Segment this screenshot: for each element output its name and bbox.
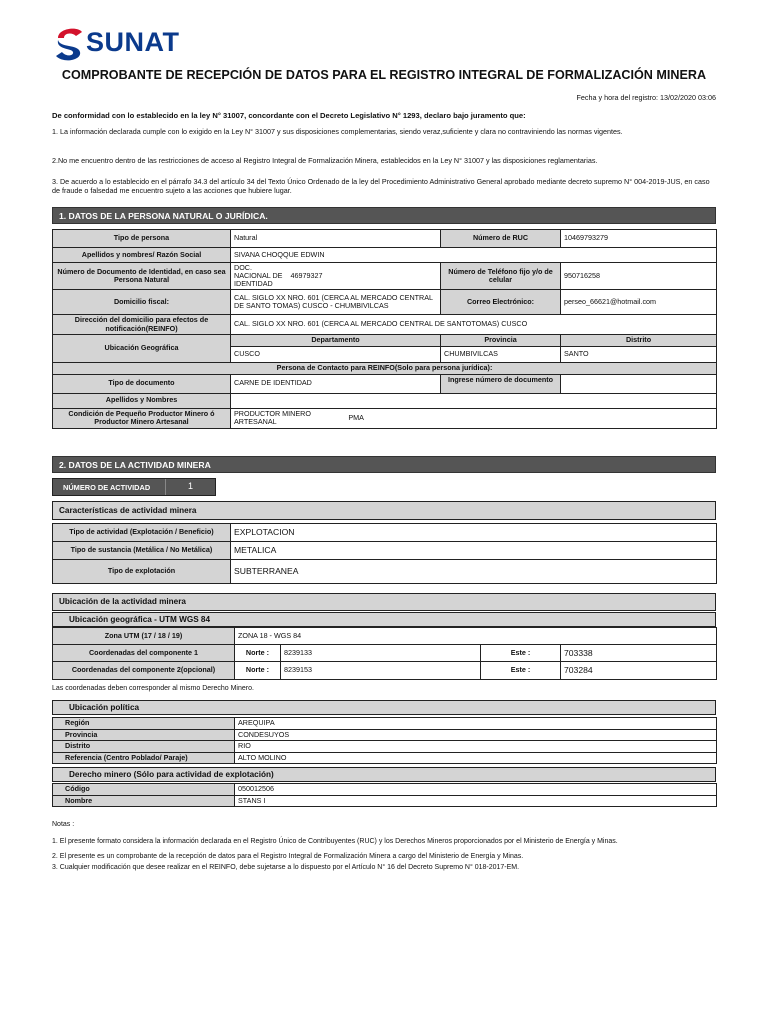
numero-actividad-label: NÚMERO DE ACTIVIDAD [53, 479, 165, 495]
ubicacion-politica-table [52, 717, 717, 764]
nombres-value: SIVANA CHOQQUE EDWIN [231, 248, 717, 263]
codigo-value: 050012506 [235, 784, 717, 796]
correo-label: Correo Electrónico: [441, 290, 561, 315]
notificacion-value: CAL. SIGLO XX NRO. 601 (CERCA AL MERCADO CENTRAL DE SANTOTOMAS) CUSCO [231, 315, 717, 335]
nombre-label: Nombre [53, 795, 235, 807]
documento-value [231, 263, 441, 290]
componente-2-este-value: 703284 [561, 662, 717, 680]
componente-2-norte-label: Norte : [235, 662, 281, 680]
tipo-documento-value: CARNE DE IDENTIDAD [231, 374, 441, 393]
telefono-label: Número de Teléfono fijo y/o de celular [441, 263, 561, 290]
tipo-actividad-value: EXPLOTACION [231, 524, 717, 542]
tipo-explotacion-label: Tipo de explotación [53, 560, 231, 584]
correo-value: perseo_66621@hotmail.com [561, 290, 717, 315]
componente-2-norte-value: 8239153 [281, 662, 481, 680]
departamento-value: CUSCO [231, 347, 441, 363]
provincia-politica-value: CONDESUYOS [235, 729, 717, 741]
nota-1: 1. El presente formato considera la información declarada en el Registro Único de Contribuyentes (RUC) y los Derechos Mineros proporcionados por el Ministerio de Energía y Minas. [52, 838, 618, 845]
componente-1-este-label: Este : [481, 645, 561, 662]
distrito-politica-label: Distrito [53, 741, 235, 753]
condicion-line-1: PRODUCTOR MINERO [234, 409, 311, 418]
ruc-value: 10469793279 [561, 230, 717, 248]
referencia-value: ALTO MOLINO [235, 752, 717, 764]
distrito-politica-value: RIO [235, 741, 717, 753]
utm-table [52, 627, 717, 680]
domicilio-label: Domicilio fiscal: [53, 290, 231, 315]
declaration-p1: 1. La información declarada cumple con lo exigido en la Ley N° 31007 y sus disposiciones complementarias, siendo veraz,suficiente y clara no contraviniendo las normas vigentes. [52, 127, 623, 136]
page-title: COMPROBANTE DE RECEPCIÓN DE DATOS PARA EL REGISTRO INTEGRAL DE FORMALIZACIÓN MINERA [61, 68, 707, 82]
sunat-emblem-icon [52, 24, 86, 64]
componente-1-norte-label: Norte : [235, 645, 281, 662]
documento-label: Número de Documento de Identidad, en caso sea Persona Natural [53, 263, 231, 290]
tipo-persona-label: Tipo de persona [53, 230, 231, 248]
logo-text: SUNAT [86, 27, 180, 57]
section-2-title: 2. DATOS DE LA ACTIVIDAD MINERA [52, 456, 716, 473]
zona-utm-value: ZONA 18 - WGS 84 [235, 628, 717, 645]
section-1-title: 1. DATOS DE LA PERSONA NATURAL O JURÍDICA. [52, 207, 716, 224]
ubicacion-actividad-title: Ubicación de la actividad minera [52, 593, 716, 611]
doc-type-line-1: DOC. [234, 263, 252, 272]
tipo-sustancia-label: Tipo de sustancia (Metálica / No Metálica) [53, 542, 231, 560]
region-label: Región [53, 718, 235, 730]
persona-table [52, 229, 717, 429]
doc-type-line-2: NACIONAL DE [234, 271, 283, 280]
numero-actividad-value: 1 [165, 479, 215, 495]
declaration-p2: 2.No me encuentro dentro de las restricciones de acceso al Registro Integral de Formalización Minera, establecidos en la Ley N° 31007 y las disposiciones reglamentarias. [52, 156, 598, 165]
doc-type-line-3: IDENTIDAD [234, 279, 273, 288]
tipo-documento-label: Tipo de documento [53, 374, 231, 393]
declaration-intro: De conformidad con lo establecido en la ley N° 31007, concordante con el Decreto Legislativo N° 1293, declaro bajo juramento que: [52, 111, 526, 120]
componente-2-este-label: Este : [481, 662, 561, 680]
componente-2-label: Coordenadas del componente 2(opcional) [53, 662, 235, 680]
telefono-value: 950716258 [561, 263, 717, 290]
doc-number: 46979327 [290, 271, 323, 280]
contacto-nombres-value [231, 393, 717, 408]
utm-title: Ubicación geográfica - UTM WGS 84 [52, 612, 716, 627]
numero-actividad [52, 478, 216, 496]
registration-datetime: Fecha y hora del registro: 13/02/2020 03:06 [576, 93, 716, 102]
provincia-politica-label: Provincia [53, 729, 235, 741]
provincia-label: Provincia [441, 335, 561, 347]
componente-1-este-value: 703338 [561, 645, 717, 662]
ubicacion-geografica-label: Ubicación Geográfica [53, 335, 231, 363]
nota-3: 3. Cualquier modificación que desee realizar en el REINFO, debe sujetarse a lo dispuesto por el Artículo N° 16 del Decreto Supremo N° 018-2017-EM. [52, 864, 520, 871]
ingrese-documento-value [561, 374, 717, 393]
derecho-minero-table [52, 783, 717, 807]
distrito-label: Distrito [561, 335, 717, 347]
notas-title: Notas : [52, 821, 75, 828]
declaration-p3: 3. De acuerdo a lo establecido en el párrafo 34.3 del artículo 34 del Texto Único Ordenado de la ley del Procedimiento Administrativo General aprobado mediante decreto supremo N° 004-2019-JUS, en caso de fraude o falsedad me encuentro sujeto a las acciones que hubiere lugar. [52, 177, 710, 195]
domicilio-value: CAL. SIGLO XX NRO. 601 (CERCA AL MERCADO CENTRAL DE SANTO TOMAS) CUSCO - CHUMBIVILCAS [231, 290, 441, 315]
referencia-label: Referencia (Centro Poblado/ Paraje) [53, 752, 235, 764]
codigo-label: Código [53, 784, 235, 796]
tipo-sustancia-value: METALICA [231, 542, 717, 560]
componente-1-label: Coordenadas del componente 1 [53, 645, 235, 662]
coordenadas-note: Las coordenadas deben corresponder al mismo Derecho Minero. [52, 685, 254, 692]
condicion-value [231, 408, 717, 428]
provincia-value: CHUMBIVILCAS [441, 347, 561, 363]
componente-1-norte-value: 8239133 [281, 645, 481, 662]
departamento-label: Departamento [231, 335, 441, 347]
condicion-label: Condición de Pequeño Productor Minero ó Productor Minero Artesanal [53, 408, 231, 428]
zona-utm-label: Zona UTM (17 / 18 / 19) [53, 628, 235, 645]
tipo-actividad-label: Tipo de actividad (Explotación / Beneficio) [53, 524, 231, 542]
nombre-value: STANS I [235, 795, 717, 807]
contacto-nombres-label: Apellidos y Nombres [53, 393, 231, 408]
nota-2: 2. El presente es un comprobante de la recepción de datos para el Registro Integral de Formalización Minera a cargo del Ministerio de Energía y Minas. [52, 853, 524, 860]
notificacion-label: Dirección del domicilio para efectos de notificación(REINFO) [53, 315, 231, 335]
region-value: AREQUIPA [235, 718, 717, 730]
condicion-code: PMA [348, 413, 364, 422]
contacto-header: Persona de Contacto para REINFO(Solo para persona jurídica): [53, 363, 717, 375]
derecho-minero-title: Derecho minero (Sólo para actividad de explotación) [52, 767, 716, 782]
ingrese-documento-label: Ingrese número de documento [441, 374, 561, 393]
distrito-value: SANTO [561, 347, 717, 363]
nombres-label: Apellidos y nombres/ Razón Social [53, 248, 231, 263]
ruc-label: Número de RUC [441, 230, 561, 248]
condicion-line-2: ARTESANAL [234, 417, 277, 426]
ubicacion-politica-title: Ubicación política [52, 700, 716, 715]
caracteristicas-table [52, 523, 717, 584]
tipo-explotacion-value: SUBTERRANEA [231, 560, 717, 584]
tipo-persona-value: Natural [231, 230, 441, 248]
sunat-logo [52, 24, 202, 66]
caracteristicas-title: Características de actividad minera [52, 501, 716, 520]
